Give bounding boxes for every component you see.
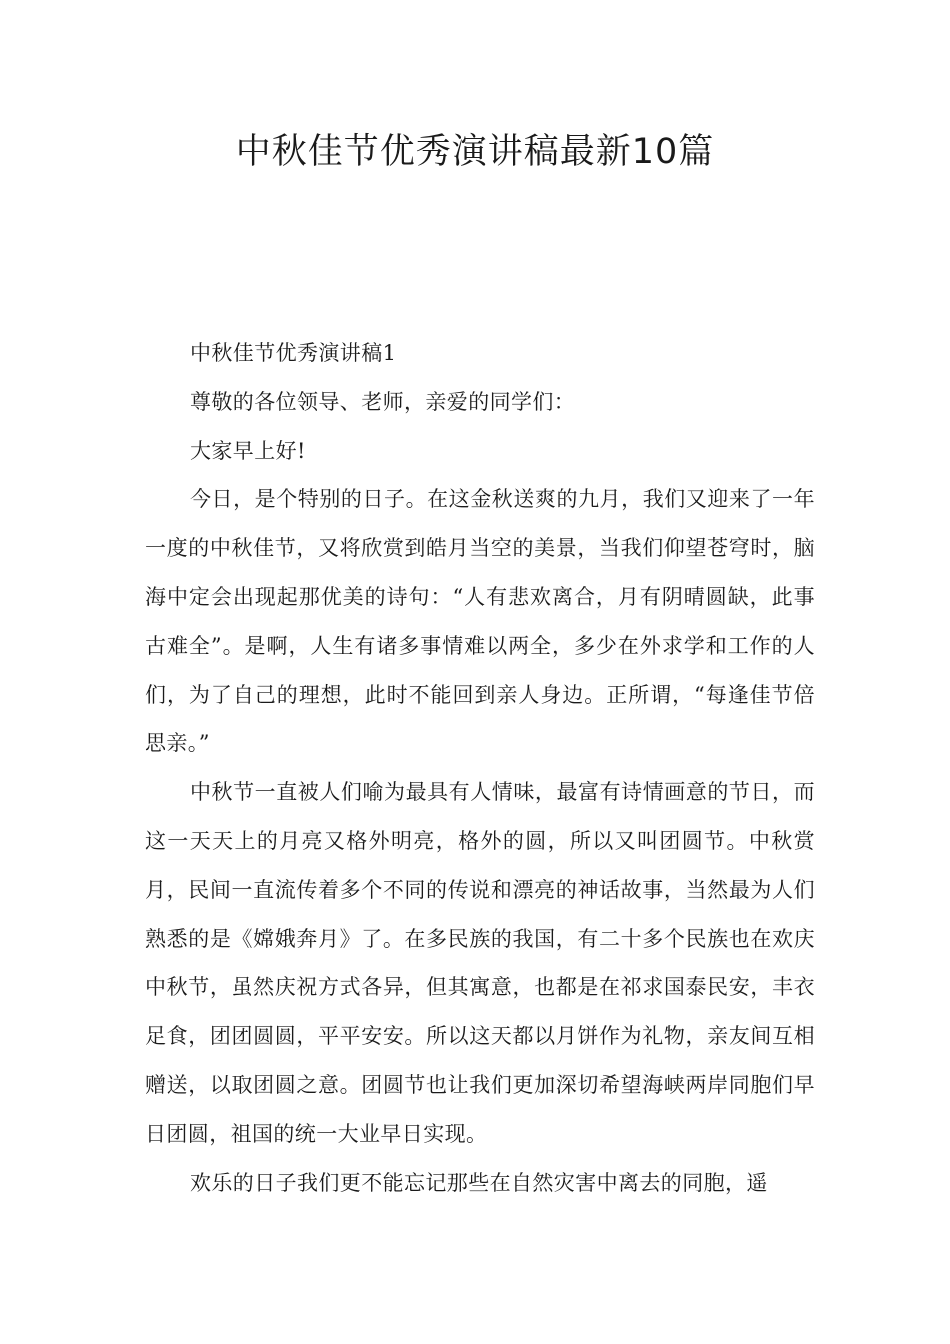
greeting-paragraph: 大家早上好! <box>190 438 306 463</box>
body-paragraph: 欢乐的日子我们更不能忘记那些在自然灾害中离去的同胞，遥 <box>190 1170 768 1195</box>
document-title: 中秋佳节优秀演讲稿最新10篇 <box>235 132 715 172</box>
salutation-paragraph: 尊敬的各位领导、老师，亲爱的同学们： <box>190 389 576 414</box>
body-paragraph: 中秋节一直被人们喻为最具有人情味，最富有诗情画意的节日，而这一天天上的月亮又格外明亮，格外的圆，所以又叫团圆节。中秋赏月，民间一直流传着多个不同的传说和漂亮的神话故事，当然最为人们熟悉的是《嫦娥奔月》了。在多民族的我国，有二十多个民族也在欢庆中秋节，虽然庆祝方式各异，但其寓意，也都是在祁求国泰民安，丰衣足食，团团圆圆，平平安安。所以这天都以月饼作为礼物，亲友间互相赠送，以取团圆之意。团圆节也让我们更加深切希望海峡两岸同胞们早日团圆，祖国的统一大业早日实现。 <box>145 780 815 1146</box>
section-heading: 中秋佳节优秀演讲稿1 <box>190 341 397 365</box>
document-body <box>145 329 815 1207</box>
body-paragraph: 今日，是个特别的日子。在这金秋送爽的九月，我们又迎来了一年一度的中秋佳节，又将欣赏到皓月当空的美景，当我们仰望苍穹时，脑海中定会出现起那优美的诗句：“人有悲欢离合，月有阴晴圆缺，此事古难全”。是啊，人生有诸多事情难以两全，多少在外求学和工作的人们，为了自己的理想，此时不能回到亲人身边。正所谓，“每逢佳节倍思亲。” <box>145 487 815 756</box>
